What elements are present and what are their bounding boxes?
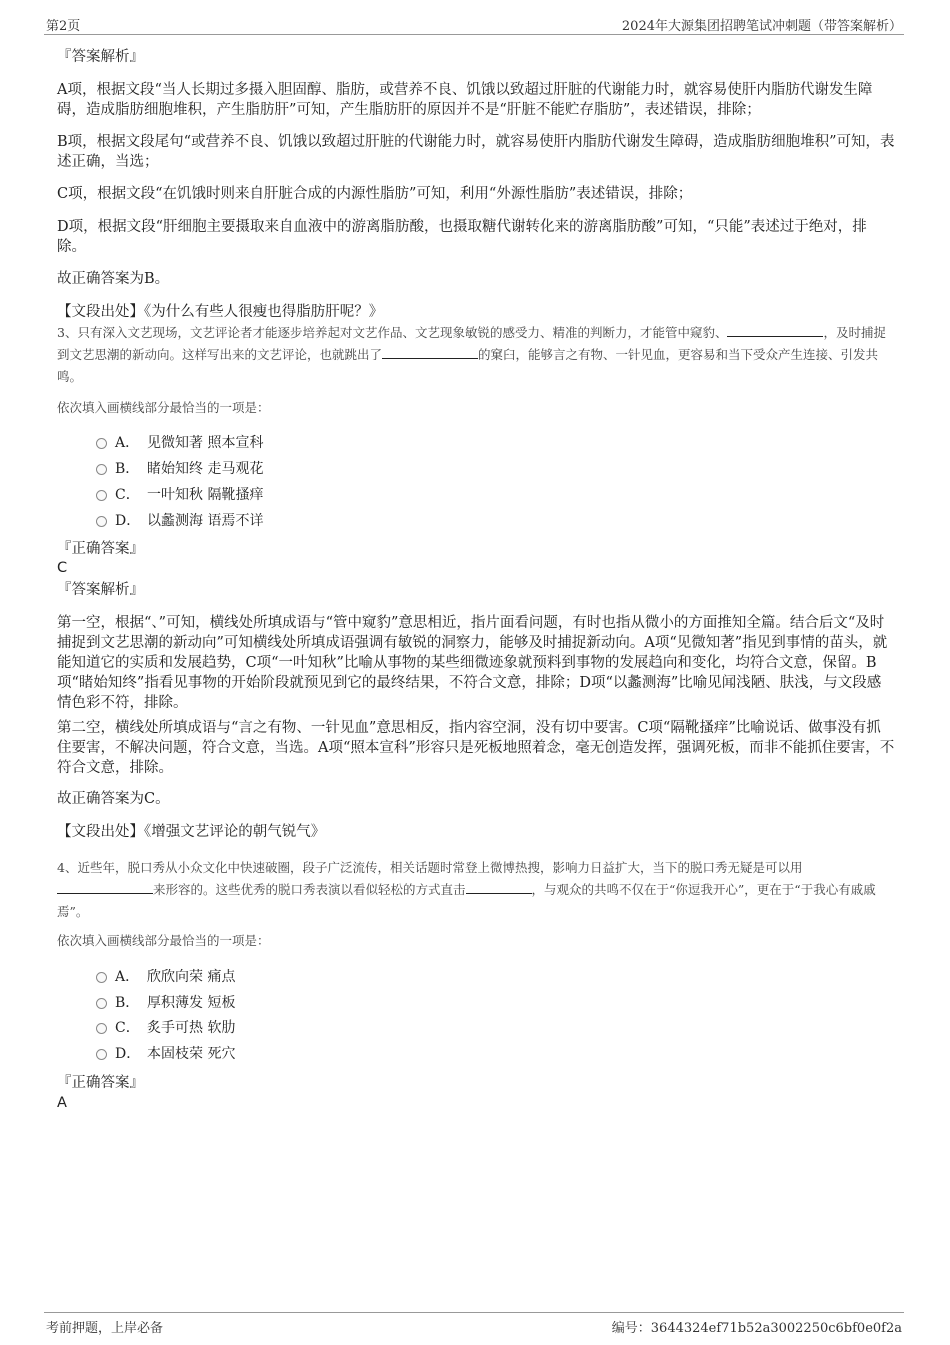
- q4-correct-label: 『正确答案』: [57, 1075, 144, 1091]
- radio-icon[interactable]: [96, 464, 107, 475]
- q4-blank-1: [57, 880, 153, 894]
- q3-analysis-1: 第一空，根据“、”可知，横线处所填成语与“管中窥豹”意思相近，指片面看问题，有时也指从微小的方面推知全篇。结合后文“及时捕捉到文艺思潮的新动向”可知横线处所填成语强调有敏锐的洞察力，能够及时捕捉新动向。A项“见微知著”指见到事情的苗头，就能知道它的实质和发展趋势，C项“一叶知秋”比喻从事物的某些细微迹象就预料到事物的发展趋向和变化，均符合文意，保留。B项“睹始知终”指看见事物的开始阶段就预见到它的最终结果，不符合文意，排除；D项“以蠡测海”比喻见闻浅陋、肤浅，与文段感情色彩不符，排除。: [57, 615, 888, 711]
- q3-option-a[interactable]: [96, 432, 263, 454]
- radio-icon[interactable]: [96, 1023, 107, 1034]
- q3-stem-part: ，: [823, 325, 836, 340]
- option-key: A．: [115, 969, 140, 985]
- radio-icon[interactable]: [96, 516, 107, 527]
- option-key: D．: [115, 513, 141, 529]
- option-key: C．: [115, 487, 140, 503]
- q4-option-a[interactable]: [96, 966, 235, 988]
- q3-conclusion: 故正确答案为C。: [57, 791, 170, 807]
- option-text: 厚积薄发 短板: [147, 995, 236, 1011]
- q3-analysis-2: 第二空，横线处所填成语与“言之有物、一针见血”意思相反，指内容空洞，没有切中要害。C项“隔靴搔痒”比喻说话、做事没有抓住要害，不解决问题，符合文意，当选。A项“照本宣科”形容只是死板地照着念，毫无创造发挥，强调死板，而非不能抓住要害，不符合文意，排除。: [57, 720, 895, 776]
- q3-stem-part: 的窠臼，能够言之有物、一针见血，更容易和当下受众产生连接、引发共鸣。: [57, 347, 879, 384]
- q3-stem-part: 3、只有深入文艺现场，文艺评论者才能逐步培养起对文艺作品、文艺现象敏锐的感受力、精准的判断力，才能管中窥豹、: [57, 325, 728, 340]
- option-text: 炙手可热 软肋: [147, 1020, 236, 1036]
- option-key: B．: [115, 461, 140, 477]
- radio-icon[interactable]: [96, 972, 107, 983]
- q4-correct-answer: A: [57, 1095, 67, 1111]
- q4-option-c[interactable]: [96, 1017, 235, 1039]
- q3-correct-answer: C: [57, 560, 68, 576]
- q4-stem-part: 4、近些年，脱口秀从小众文化中快速破圈，段子广泛流传，相关话题时常登上微博热搜，影响力日益扩大，当下的脱口秀无疑是可以用: [57, 860, 803, 875]
- q3-blank-2: [382, 345, 478, 359]
- option-text: 睹始知终 走马观花: [147, 461, 264, 477]
- radio-icon[interactable]: [96, 998, 107, 1009]
- option-text: 见微知著 照本宣科: [147, 435, 264, 451]
- q2-analysis-a: A项，根据文段“当人长期过多摄入胆固醇、脂肪，或营养不良、饥饿以致超过肝脏的代谢能力时，就容易使肝内脂肪代谢发生障碍，造成脂肪细胞堆积，产生脂肪肝”可知，产生脂肪肝的原因并不是“肝脏不能贮存脂肪”，表述错误，排除；: [57, 82, 873, 118]
- q4-option-b[interactable]: [96, 992, 235, 1014]
- radio-icon[interactable]: [96, 1049, 107, 1060]
- q4-blank-2: [466, 880, 532, 894]
- option-key: A．: [115, 435, 140, 451]
- q3-option-c[interactable]: [96, 484, 263, 506]
- page-footer: [44, 1312, 904, 1335]
- option-key: C．: [115, 1020, 140, 1036]
- q3-blank-1: [727, 323, 823, 337]
- q3-stem-part: 及时捕捉到文艺思潮的新动向。这样写出来的文艺评论，也就跳出了: [57, 325, 886, 362]
- document-code: 编号：3644324ef71b52a3002250c6bf0e0f2a: [611, 1321, 902, 1336]
- page-header: [44, 14, 904, 35]
- q4-stem-part: ，与观众的共鸣不仅在于“你逗我开心”，更在于“于我心有戚戚焉”。: [57, 882, 876, 919]
- option-text: 一叶知秋 隔靴搔痒: [147, 487, 264, 503]
- q3-option-d[interactable]: [96, 510, 263, 532]
- q2-analysis-b: B项，根据文段尾句“或营养不良、饥饿以致超过肝脏的代谢能力时，就容易使肝内脂肪代谢发生障碍，造成脂肪细胞堆积”可知，表述正确，当选；: [57, 134, 895, 170]
- radio-icon[interactable]: [96, 438, 107, 449]
- q3-instruction: 依次填入画横线部分最恰当的一项是：: [57, 400, 270, 415]
- q4-stem: [57, 857, 895, 923]
- q2-conclusion: 故正确答案为B。: [57, 271, 170, 287]
- q4-option-d[interactable]: [96, 1043, 235, 1065]
- q4-stem-part: 来形容的。这些优秀的脱口秀表演以看似轻松的方式直击: [153, 882, 466, 897]
- q3-correct-label: 『正确答案』: [57, 541, 144, 557]
- q2-analysis-c: C项，根据文段“在饥饿时则来自肝脏合成的内源性脂肪”可知，利用“外源性脂肪”表述错误，排除；: [57, 186, 693, 202]
- q4-instruction: 依次填入画横线部分最恰当的一项是：: [57, 933, 270, 948]
- option-key: B．: [115, 995, 140, 1011]
- q2-analysis-d: D项，根据文段“肝细胞主要摄取来自血液中的游离脂肪酸，也摄取糖代谢转化来的游离脂肪酸”可知，“只能”表述过于绝对，排除。: [57, 219, 867, 255]
- footer-slogan: 考前押题，上岸必备: [46, 1321, 164, 1336]
- q3-option-b[interactable]: [96, 458, 263, 480]
- q3-source: 【文段出处】《增强文艺评论的朝气锐气》: [57, 824, 326, 840]
- option-text: 本固枝荣 死穴: [147, 1046, 236, 1062]
- q3-stem: [57, 322, 895, 388]
- option-text: 以蠡测海 语焉不详: [147, 513, 264, 529]
- q3-analysis-label: 『答案解析』: [57, 582, 144, 598]
- radio-icon[interactable]: [96, 490, 107, 501]
- option-text: 欣欣向荣 痛点: [147, 969, 236, 985]
- page-number: 第2页: [46, 19, 81, 34]
- option-key: D．: [115, 1046, 141, 1062]
- q2-analysis-label: 『答案解析』: [57, 49, 144, 65]
- q2-source: 【文段出处】《为什么有些人很瘦也得脂肪肝呢？》: [57, 304, 384, 320]
- document-title: 2024年大源集团招聘笔试冲刺题（带答案解析）: [621, 19, 902, 34]
